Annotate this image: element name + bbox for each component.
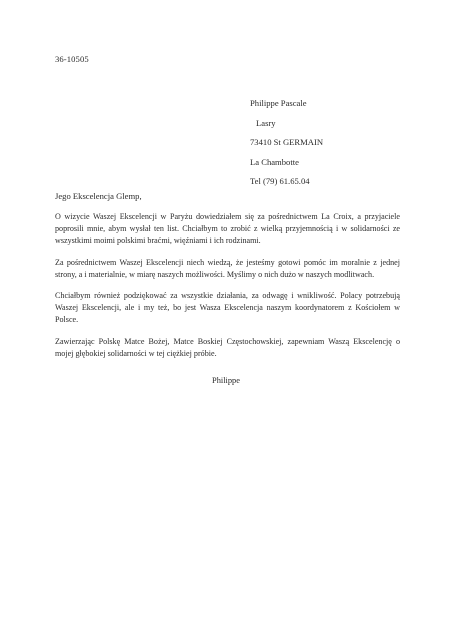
sender-name: Philippe Pascale <box>250 98 307 108</box>
body-paragraph: Zawierzając Polskę Matce Bożej, Matce Boskiej Częstochowskiej, zapewniam Waszą Ekscelencję o mojej głębokiej solidarności w tej ciężkiej próbie. <box>55 336 400 358</box>
body-paragraph: Chciałbym również podziękować za wszystkie działania, za odwagę i wnikliwość. Polacy potrzebują Waszej Ekscelencji, ale i my też, bo jest Wasza Ekscelencja naszym koordynatorem z Kościołem w Polsce. <box>55 291 400 325</box>
sender-address-block <box>250 94 323 192</box>
greeting: Jego Ekscelencja Glemp, <box>55 191 142 201</box>
body-paragraph: O wizycie Waszej Ekscelencji w Paryżu dowiedziałem się za pośrednictwem La Croix, a przyjaciele poprosili mnie, abym wysłał ten list. Chciałbym to zrobić z wielką przyjemnością i w solidarności ze wszystkimi moimi polskimi braćmi, więźniami i ich rodzinami. <box>55 212 400 246</box>
body-paragraph: Za pośrednictwem Waszej Ekscelencji niech wiedzą, że jesteśmy gotowi pomóc im moralnie z jednej strony, a i materialnie, w miarę naszych możliwości. Myślimy o nich dużo w naszych modlitwach. <box>55 257 400 279</box>
sender-postal-city: 73410 St GERMAIN <box>250 137 324 147</box>
sender-region: La Chambotte <box>250 156 299 167</box>
signature: Philippe <box>212 376 240 385</box>
letter-body <box>55 211 400 369</box>
sender-phone: Tel (79) 61.65.04 <box>250 176 310 186</box>
reference-number: 36-10505 <box>55 54 89 64</box>
sender-street: Lasry <box>256 117 276 128</box>
